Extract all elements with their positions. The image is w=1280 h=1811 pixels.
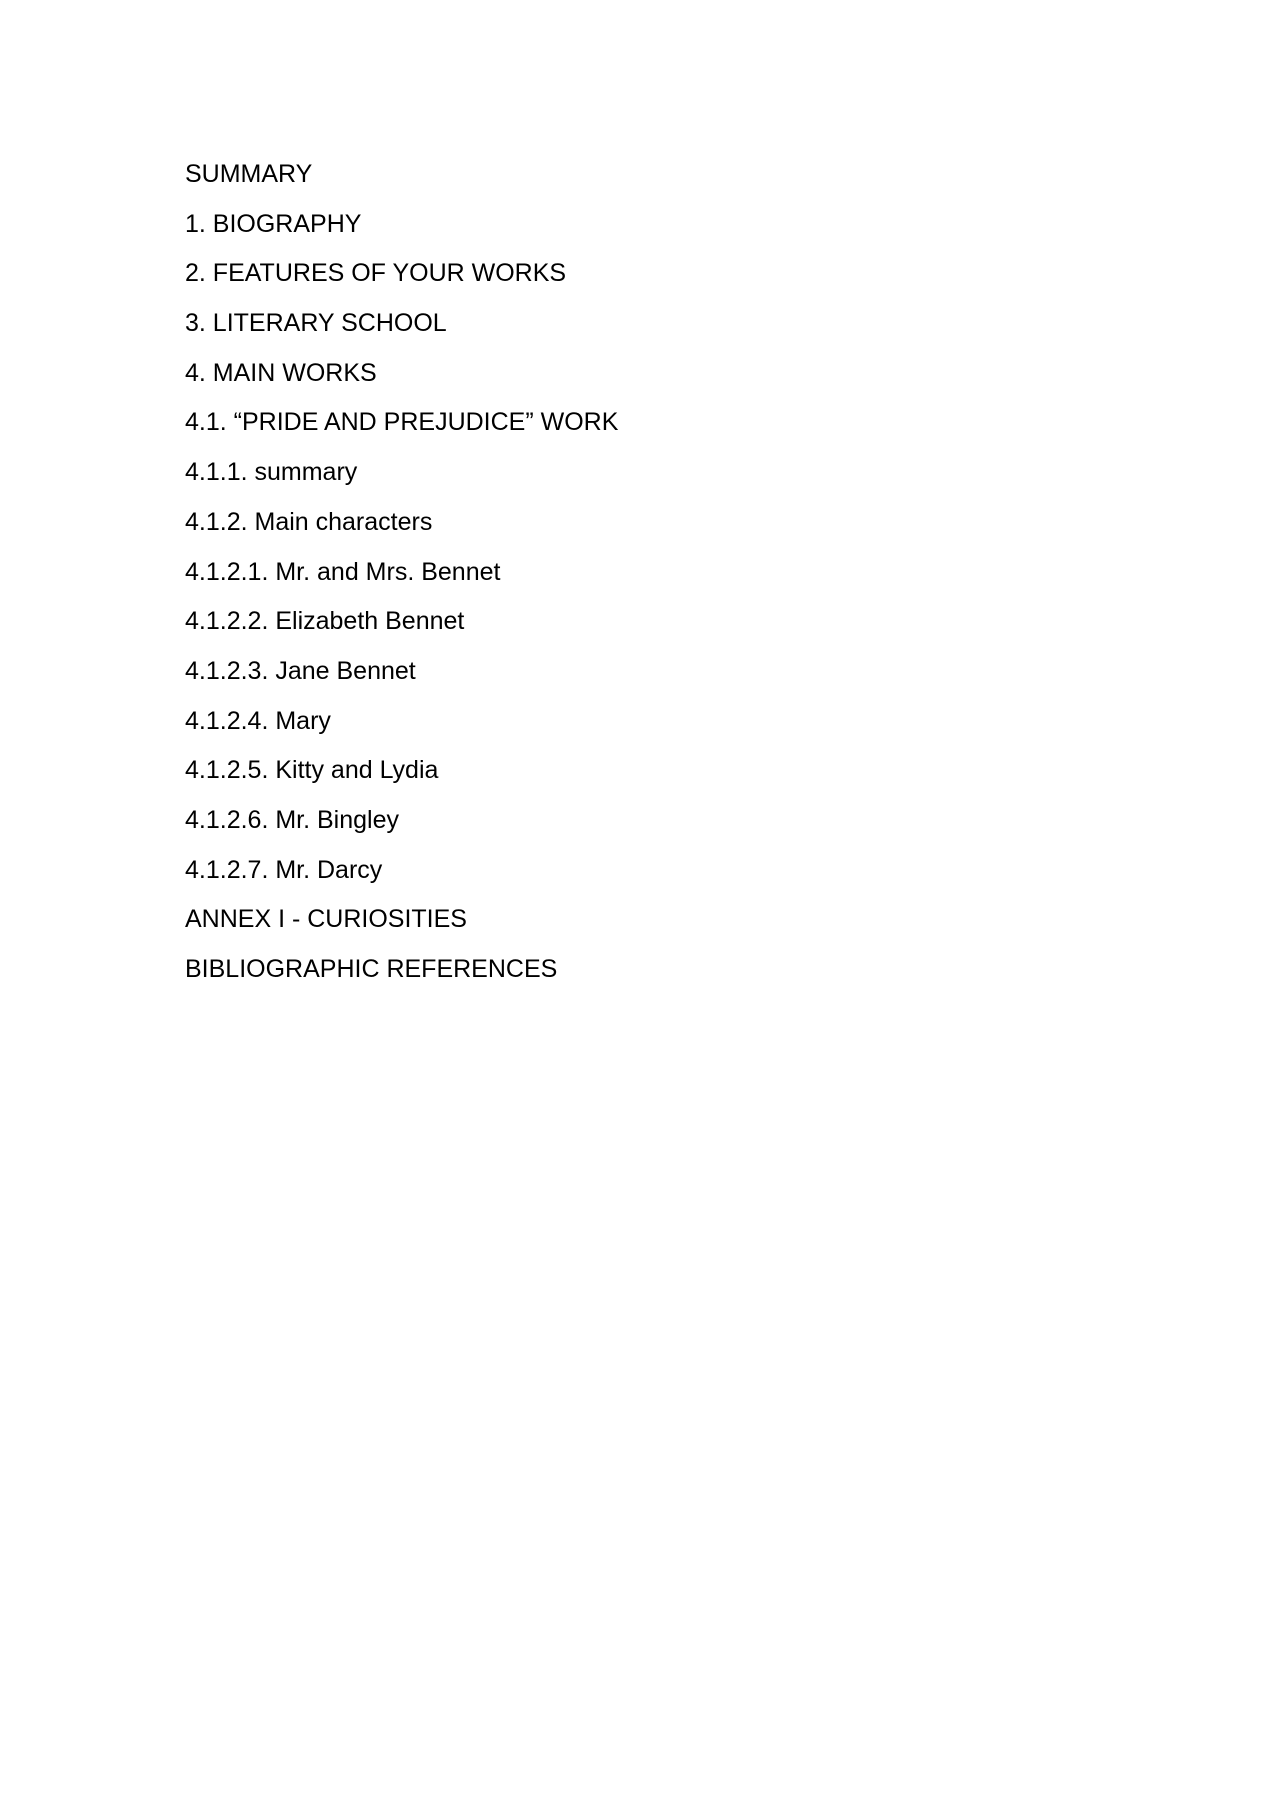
toc-entry-biography: 1. BIOGRAPHY: [185, 209, 362, 238]
table-of-contents: [185, 150, 618, 995]
toc-entry-main-works: 4. MAIN WORKS: [185, 358, 377, 387]
toc-entry-jane-bennet: 4.1.2.3. Jane Bennet: [185, 656, 416, 685]
toc-entry-elizabeth-bennet: 4.1.2.2. Elizabeth Bennet: [185, 607, 465, 636]
toc-entry-literary-school: 3. LITERARY SCHOOL: [185, 309, 447, 338]
toc-entry-annex-curiosities: ANNEX I - CURIOSITIES: [185, 905, 467, 934]
toc-entry-features: 2. FEATURES OF YOUR WORKS: [185, 259, 567, 288]
toc-entry-summary: SUMMARY: [185, 160, 313, 188]
toc-entry-pride-and-prejudice: 4.1. “PRIDE AND PREJUDICE” WORK: [185, 408, 619, 437]
toc-entry-work-summary: 4.1.1. summary: [185, 458, 358, 487]
toc-entry-mr-darcy: 4.1.2.7. Mr. Darcy: [185, 855, 383, 884]
toc-entry-main-characters: 4.1.2. Main characters: [185, 507, 433, 536]
toc-entry-mr-mrs-bennet: 4.1.2.1. Mr. and Mrs. Bennet: [185, 557, 501, 586]
toc-entry-mary: 4.1.2.4. Mary: [185, 706, 331, 735]
toc-entry-kitty-and-lydia: 4.1.2.5. Kitty and Lydia: [185, 756, 439, 785]
toc-entry-bibliographic-references: BIBLIOGRAPHIC REFERENCES: [185, 955, 558, 983]
toc-entry-mr-bingley: 4.1.2.6. Mr. Bingley: [185, 805, 400, 834]
